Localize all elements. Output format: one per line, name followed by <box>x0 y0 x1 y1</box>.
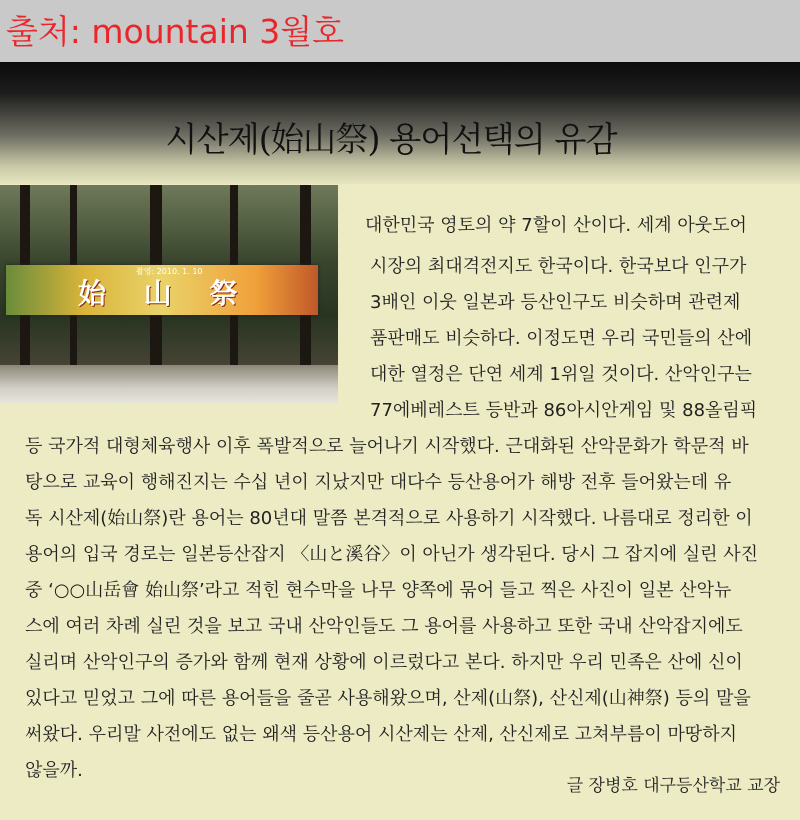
body-line: 탕으로 교육이 행해진지는 수십 년이 지났지만 대다수 등산용어가 해방 전후 들어왔는데 유 <box>25 472 732 493</box>
body-line: 등 국가적 대형체육행사 이후 폭발적으로 늘어나기 시작했다. 근대화된 산악문화가 학문적 바 <box>25 436 749 457</box>
body-line: 스에 여러 차례 실린 것을 보고 국내 산악인들도 그 용어를 사용하고 또한 국내 산악잡지에도 <box>25 616 743 637</box>
body-line: 않을까. <box>25 760 83 781</box>
body-line: 3배인 이웃 일본과 등산인구도 비슷하며 관련제 <box>370 292 741 313</box>
author-byline: 글 장병호 대구등산학교 교장 <box>566 776 780 796</box>
banner-date: 촬영: 2010. 1. 10 <box>136 267 203 276</box>
body-line: 77에베레스트 등반과 86아시안게임 및 88올림픽 <box>370 400 758 421</box>
body-line: 용어의 입국 경로는 일본등산잡지 〈山と溪谷〉이 아닌가 생각된다. 당시 그 잡지에 실린 사진 <box>25 544 759 565</box>
photo-banner <box>6 265 318 315</box>
article-title: 시산제(始山祭) 용어선택의 유감 <box>165 120 617 160</box>
body-line: 있다고 믿었고 그에 따른 용어들을 줄곧 사용해왔으며, 산제(山祭), 산신제(山神祭) 등의 말을 <box>25 688 751 709</box>
body-line: 품판매도 비슷하다. 이정도면 우리 국민들의 산에 <box>370 328 753 349</box>
body-line: 독 시산제(始山祭)란 용어는 80년대 말쯤 본격적으로 사용하기 시작했다. 나름대로 정리한 이 <box>25 508 753 529</box>
body-line: 써왔다. 우리말 사전에도 없는 왜색 등산용어 시산제는 산제, 산신제로 고쳐부름이 마땅하지 <box>25 724 738 745</box>
body-line: 시장의 최대격전지도 한국이다. 한국보다 인구가 <box>370 256 747 277</box>
source-label: 출처: mountain 3월호 <box>6 12 345 51</box>
article-photo <box>0 185 338 404</box>
body-line: 대한민국 영토의 약 7할이 산이다. 세계 아웃도어 <box>365 215 747 236</box>
body-line: 실리며 산악인구의 증가와 함께 현재 상황에 이르렀다고 본다. 하지만 우리 민족은 산에 신이 <box>25 652 743 673</box>
body-line: 대한 열정은 단연 세계 1위일 것이다. 산악인구는 <box>370 364 752 385</box>
source-header <box>0 0 800 62</box>
snow-ground <box>0 365 338 404</box>
body-line: 중 ‘○○山岳會 始山祭’라고 적힌 현수막을 나무 양쪽에 묶어 들고 찍은 사진이 일본 산악뉴 <box>25 580 732 601</box>
banner-text: 始 山 祭 <box>78 277 252 310</box>
